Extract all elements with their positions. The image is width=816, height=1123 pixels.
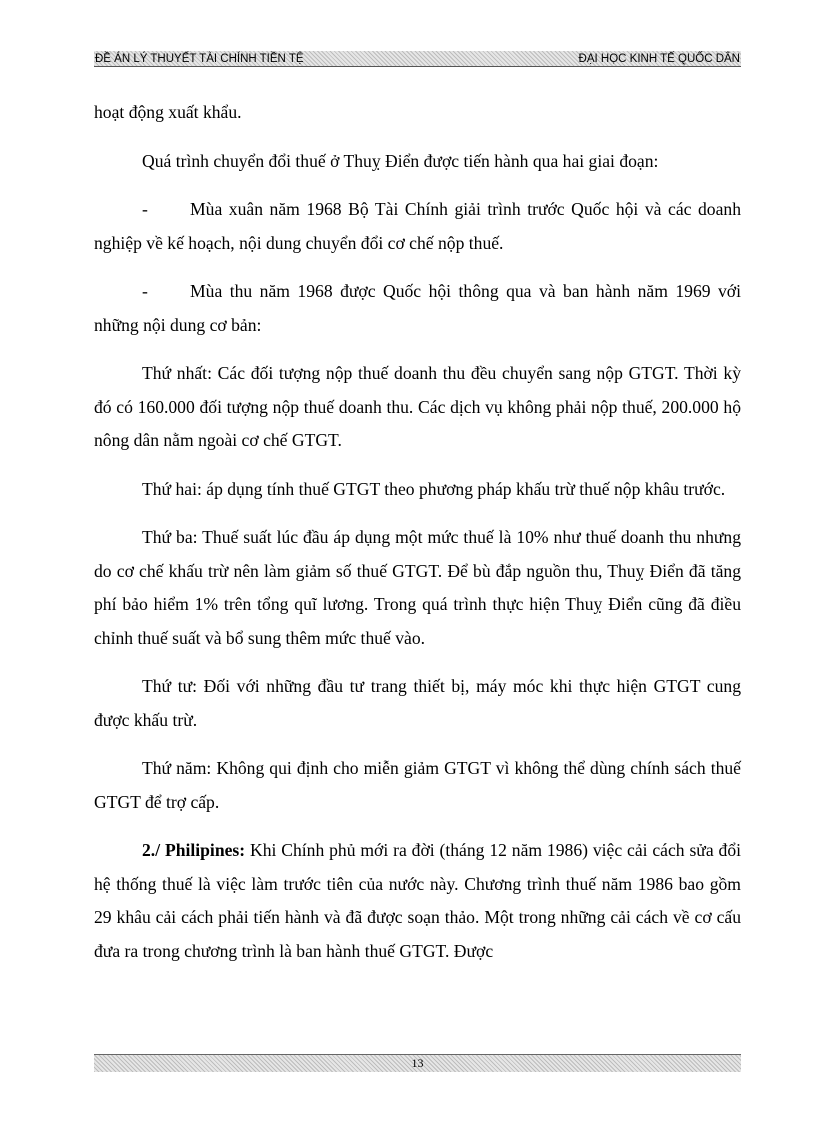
list-item-text: Mùa thu năm 1968 được Quốc hội thông qua và ban hành năm 1969 với những nội dung cơ bản:: [94, 281, 741, 335]
dash-list-item: [94, 193, 741, 260]
dash-marker: -: [142, 281, 148, 301]
section-heading: 2./ Philipines:: [142, 840, 246, 860]
paragraph-text: Khi Chính phủ mới ra đời (tháng 12 năm 1986) việc cải cách sửa đổi hệ thống thuế là việc làm trước tiên của nước này. Chương trình thuế năm 1986 bao gồm 29 khâu cải cách phải tiến hành và đã được soạn thảo. Một trong những cải cách về cơ cấu đưa ra trong chương trình là ban hành thuế GTGT. Được: [94, 840, 742, 961]
document-body: [94, 96, 741, 983]
list-item-text: Mùa xuân năm 1968 Bộ Tài Chính giải trình trước Quốc hội và các doanh nghiệp về kế hoạch, nội dung chuyển đổi cơ chế nộp thuế.: [94, 199, 741, 253]
page-footer: [94, 1054, 741, 1072]
page-number: 13: [411, 1056, 424, 1070]
page-header: [94, 51, 741, 67]
dash-marker: -: [142, 199, 148, 219]
header-right-title: ĐẠI HỌC KINH TẾ QUỐC DÂN: [578, 52, 740, 65]
paragraph: Quá trình chuyển đổi thuế ở Thuỵ Điển được tiến hành qua hai giai đoạn:: [142, 150, 659, 171]
paragraph: Thứ nhất: Các đối tượng nộp thuế doanh thu đều chuyển sang nộp GTGT. Thời kỳ đó có 160.000 đối tượng nộp thuế doanh thu. Các dịch vụ không phải nộp thuế, 200.000 hộ nông dân nằm ngoài cơ chế GTGT.: [94, 363, 741, 450]
header-left-title: ĐỀ ÁN LÝ THUYẾT TÀI CHÍNH TIỀN TỆ: [95, 52, 304, 65]
paragraph: Thứ hai: áp dụng tính thuế GTGT theo phương pháp khấu trừ thuế nộp khâu trước.: [142, 478, 726, 499]
paragraph: Thứ năm: Không qui định cho miễn giảm GTGT vì không thể dùng chính sách thuế GTGT để trợ cấp.: [94, 758, 741, 812]
paragraph: Thứ ba: Thuế suất lúc đầu áp dụng một mức thuế là 10% như thuế doanh thu nhưng do cơ chế khấu trừ nên làm giảm số thuế GTGT. Để bù đắp nguồn thu, Thuỵ Điển đã tăng phí bảo hiểm 1% trên tổng quĩ lương. Trong quá trình thực hiện Thuỵ Điển cũng đã điều chỉnh thuế suất và bổ sung thêm mức thuế vào.: [94, 527, 741, 648]
dash-list-item: [94, 275, 741, 342]
paragraph: Thứ tư: Đối với những đầu tư trang thiết bị, máy móc khi thực hiện GTGT cung được khấu trừ.: [94, 676, 741, 730]
paragraph: hoạt động xuất khẩu.: [94, 102, 242, 122]
paragraph-philipines: [94, 834, 741, 968]
